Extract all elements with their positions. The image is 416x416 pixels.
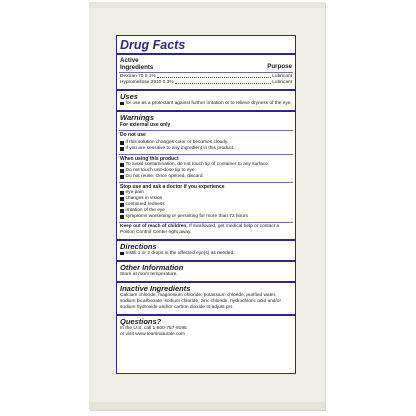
warning-item-text: eye pain <box>125 190 144 195</box>
bullet-square-icon <box>120 163 124 167</box>
questions-line-2: or visit www.tearsnaturale.com <box>120 331 186 337</box>
box-top-edge <box>89 2 325 8</box>
bullet-square-icon <box>120 141 124 145</box>
questions-title: Questions? <box>120 316 162 326</box>
external-use-note: For external use only <box>120 121 171 128</box>
box-bottom-edge <box>89 402 325 410</box>
inactive-text: Calcium chloride, magnesium chloride, potassium chloride, purified water, sodium bicarbonate, sodium chloride, zinc chloride, hydrochloric acid and/or sodium hydroxide and/or carbon dioxide to adjust pH. <box>120 292 282 310</box>
when-using-title: When using this product <box>120 155 179 162</box>
warning-item-text: Do not touch unit-dose tip to eye. <box>125 168 196 173</box>
leader-dots <box>175 80 272 85</box>
directions-item-text: Instill 1 or 2 drops in the affected eye(s) as needed. <box>125 250 235 256</box>
warning-item-text: continued redness <box>125 202 165 207</box>
active-heading-1: Active <box>120 57 139 64</box>
bullet-square-icon <box>120 252 124 256</box>
bullet-square-icon <box>120 102 124 106</box>
warning-item-text: changes in vision <box>125 196 163 201</box>
bullet-square-icon <box>120 175 124 179</box>
purpose-heading: Purpose <box>267 63 292 70</box>
warning-item-text: Do not reuse. Once opened, discard. <box>125 174 204 179</box>
keep-out-rest: If swallowed, get medical help or contact a Poison Control Center right away. <box>120 223 280 235</box>
warning-item-text: symptoms worsening or persisting for more than 72 hours <box>125 214 248 219</box>
ingredient-purpose: Lubricant <box>272 73 292 79</box>
ingredient-name: Dextran 70 0.1% <box>120 73 156 79</box>
stop-use-title: Stop use and ask a doctor if you experience <box>120 183 225 190</box>
other-info-title: Other Information <box>120 262 184 272</box>
questions-line-1: In the U.S. call 1-800-757-9195 <box>120 325 187 331</box>
directions-title: Directions <box>120 241 157 251</box>
drug-facts-title: Drug Facts <box>120 38 186 52</box>
ingredient-divider <box>119 72 293 73</box>
uses-item-text: for use as a protectant against further irritation or to relieve dryness of the eye. <box>125 100 292 106</box>
warning-item-text: To avoid contamination, do not touch tip of container to any surface. <box>125 162 270 167</box>
bullet-square-icon <box>120 215 124 219</box>
uses-item <box>117 101 295 107</box>
bullet-square-icon <box>120 209 124 213</box>
warnings-title: Warnings <box>120 112 155 122</box>
bullet-square-icon <box>120 197 124 201</box>
drug-facts-panel <box>116 35 296 374</box>
uses-title: Uses <box>120 91 138 101</box>
bullet-square-icon <box>120 169 124 173</box>
keep-out-warning <box>117 223 295 236</box>
active-heading-2: Ingredients <box>120 64 154 71</box>
bullet-square-icon <box>120 191 124 195</box>
bullet-square-icon <box>120 147 124 151</box>
do-not-use-title: Do not use <box>120 131 146 138</box>
inactive-title: Inactive Ingredients <box>120 283 191 293</box>
warning-item-text: if you are sensitive to any ingredient in this product. <box>125 146 235 151</box>
other-info-text: Store at room temperature. <box>120 271 178 277</box>
keep-out-bold: Keep out of reach of children. <box>120 223 188 229</box>
warning-item-text: if this solution changes color or becomes cloudy. <box>125 140 229 145</box>
ingredient-purpose: Lubricant <box>272 79 292 85</box>
active-ingredients-header <box>117 55 295 71</box>
leader-dots <box>157 74 272 79</box>
bullet-square-icon <box>120 203 124 207</box>
ingredient-name: Hypromellose 2910 0.3% <box>120 79 174 85</box>
warning-item-text: irritation of the eye <box>125 208 165 213</box>
